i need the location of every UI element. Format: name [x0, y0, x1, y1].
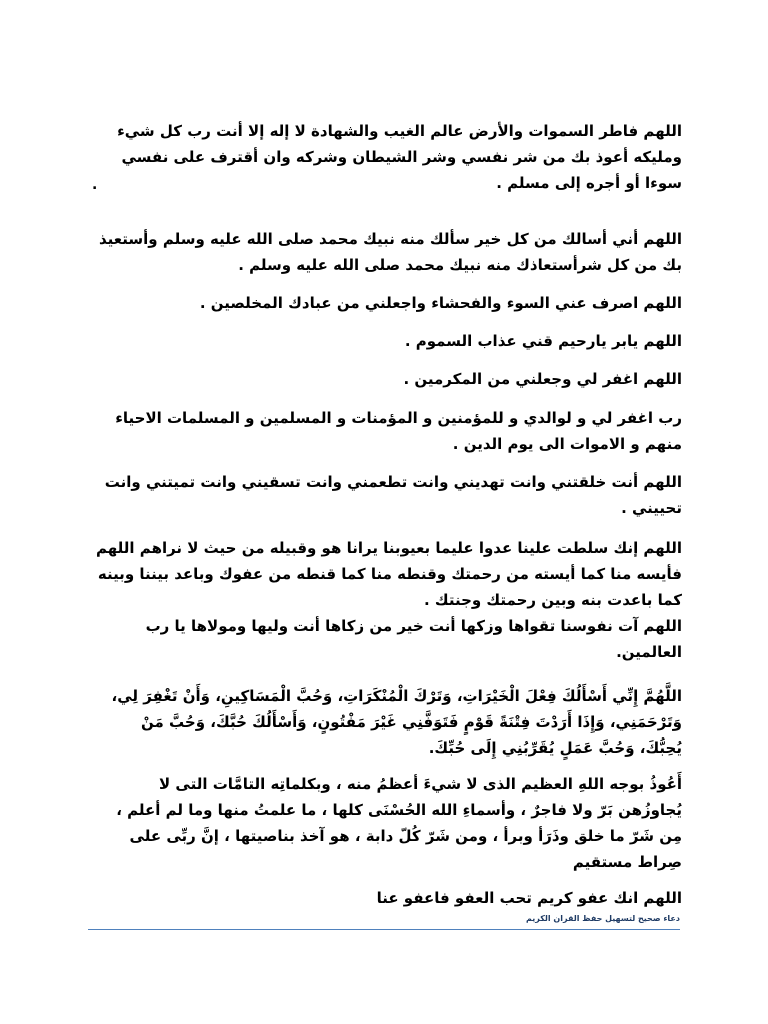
stray-mark: .: [92, 177, 98, 193]
paragraph-dua-1: اللهم فاطر السموات والأرض عالم الغيب والشهادة لا إله إلا أنت رب كل شيء ومليكه أعوذ بك من شر نفسي وشر الشيطان وشركه وان أقترف على نفسي سوءا أو أجره إلى مسلم .: [117, 122, 682, 192]
paragraph-dua-12: اللهم انك عفو كريم تحب العفو فاعفو عنا: [376, 889, 682, 907]
paragraph-dua-8: اللهم إنك سلطت علينا عدوا عليما بعيوبنا يرانا هو وقبيله من حيث لا نراهم اللهم فأيسه منا كما أيسته من رحمتك وقنطه منا كما قنطه من عفوك وباعد بيننا وبينه كما باعدت بنه وبين رحمتك وجنتك .: [96, 539, 682, 609]
paragraph-dua-10: اللَّهُمَّ إِنِّي أَسْأَلُكَ فِعْلَ الْخَيْرَاتِ، وَتَرْكَ الْمُنْكَرَاتِ، وَحُبَّ الْمَسَاكِينِ، وَأَنْ تَغْفِرَ لِي، وَتَرْحَمَنِي، وَإِذَا أَرَدْتَ فِتْنَةً قَوْمٍ فَتَوَفَّنِي غَيْرَ مَفْتُونٍ، وَأَسْأَلُكَ حُبَّكَ، وَحُبَّ مَنْ يُحِبُّكَ، وَحُبَّ عَمَلٍ يُقَرِّبُنِي إِلَى حُبِّكَ.: [111, 687, 682, 757]
paragraph-dua-3: اللهم اصرف عني السوء والفحشاء واجعلني من عبادك المخلصين .: [199, 294, 682, 312]
paragraph-dua-11: أَعُوذُ بوجه اللهِ العظيم الذى لا شيءَ أعظمُ منه ، وبكلماتِه التامَّات التى لا يُجاوزُهن بَرّ ولا فاجرٌ ، وأسماءِ الله الحُسْنَى كلها ، ما علمتُ منها وما لم أعلم ، مِن شَرّ ما خلق وذَرَأ وبرأ ، ومن شَرّ كُلّ دابة ، هو آخذ بناصيتها ، إنَّ ربِّى على صِراط مستقيم: [116, 775, 682, 871]
paragraph-dua-7: اللهم أنت خلقتني وانت تهديني وانت تطعمني وانت تسقيني وانت تميتني وانت تحييني .: [104, 473, 682, 517]
paragraph-dua-2: اللهم أني أسالك من كل خير سألك منه نبيك محمد صلى الله عليه وسلم وأستعيذ بك من كل شرأستعاذك منه نبيك محمد صلى الله عليه وسلم .: [99, 230, 682, 274]
footer-caption: دعاء صحيح لتسهيل حفظ القران الكريم: [525, 914, 680, 923]
paragraph-dua-9: اللهم آت نفوسنا تقواها وزكها أنت خير من زكاها أنت وليها ومولاها يا رب العالمين.: [145, 617, 682, 661]
paragraph-dua-4: اللهم يابر يارحيم قني عذاب السموم .: [404, 332, 682, 350]
paragraph-dua-5: اللهم اغفر لي وجعلني من المكرمين .: [403, 370, 682, 388]
document-body: [96, 118, 682, 911]
footer-rule: [88, 929, 680, 930]
paragraph-dua-6: رب اغفر لي و لوالدي و للمؤمنين و المؤمنات و المسلمين و المسلمات الاحياء منهم و الاموات الى يوم الدين .: [115, 409, 682, 453]
